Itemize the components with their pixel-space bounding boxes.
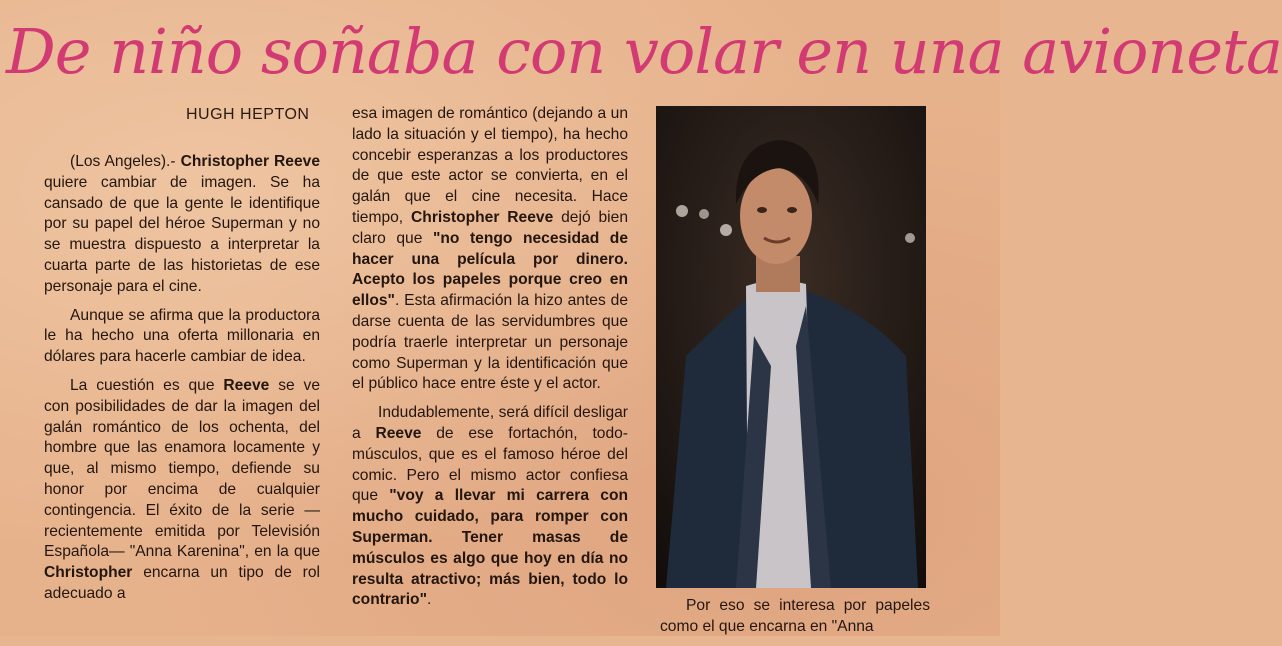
paragraph: La cuestión es que Reeve se ve con posibilidades de dar la imagen del galán romántico de los ochenta, del hombre que las enamora locamente y que, al mismo tiempo, defiende su honor por encima de cualquier contingencia. El éxito de la serie —recientemente emitida por Televisión Española— "Anna Karenina", en la que Christopher encarna un tipo de rol adecuado a (44, 376, 320, 602)
portrait-illustration (656, 106, 926, 588)
article-column-2 (352, 104, 628, 619)
paragraph: esa imagen de romántico (dejando a un lado la situación y el tiempo), ha hecho concebir esperanzas a los productores de que este actor se convierta, en el galán que el cine necesita. Hace tiempo, Christopher Reeve dejó bien claro que "no tengo necesidad de hacer una película por dinero. Acepto los papeles porque creo en ellos". Esta afirmación la hizo antes de darse cuenta de las servidumbres que podría traerle interpretar un personaje como Superman y la identificación que el público hace entre éste y el actor. (352, 105, 628, 393)
paragraph: Aunque se afirma que la productora le ha hecho una oferta millonaria en dólares para hacerle cambiar de idea. (44, 306, 320, 366)
article-column-3 (660, 596, 930, 646)
portrait-photo (656, 106, 926, 588)
paragraph: (Los Angeles).- Christopher Reeve quiere cambiar de imagen. Se ha cansado de que la gente le identifique por su papel del héroe Superman y no se muestra dispuesto a interpretar la cuarta parte de las historietas de ese personaje para el cine. (44, 153, 321, 295)
byline: HUGH HEPTON (186, 106, 310, 123)
paragraph: Indudablemente, será difícil desligar a Reeve de ese fortachón, todo-músculos, que es el famoso héroe del comic. Pero el mismo actor confiesa que "voy a llevar mi carrera con mucho cuidado, para romper con Superman. Tener masas de músculos es algo que hoy en día no resulta atractivo; más bien, todo lo contrario". (352, 404, 628, 609)
headline: De niño soñaba con volar en una avioneta (6, 15, 1282, 88)
article-column-1 (44, 152, 320, 613)
paragraph: Por eso se interesa por papeles como el que encarna en "Anna (660, 597, 930, 635)
